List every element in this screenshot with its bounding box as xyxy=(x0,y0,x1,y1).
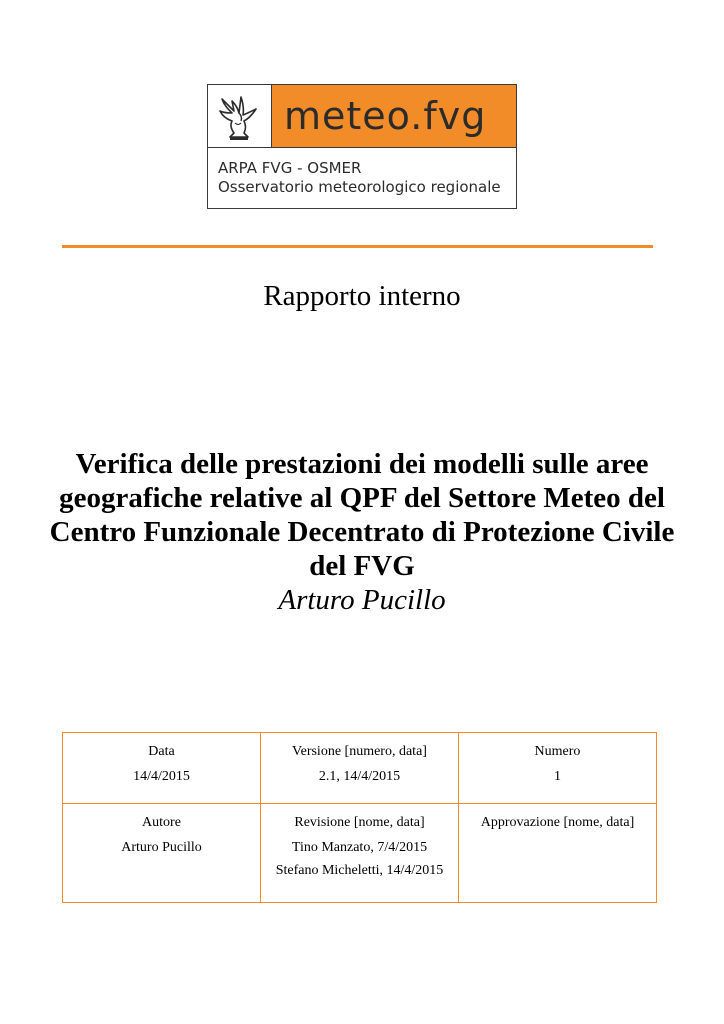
approval-label: Approvazione [nome, data] xyxy=(480,815,635,830)
eagle-icon xyxy=(208,85,272,148)
logo-subtitle-line: Osservatorio meteorologico regionale xyxy=(218,178,501,196)
logo-org-line: ARPA FVG - OSMER xyxy=(218,159,362,177)
version-label: Versione [numero, data] xyxy=(292,744,427,759)
version-value: 2.1, 14/4/2015 xyxy=(318,769,401,784)
revision-value-2: Stefano Micheletti, 14/4/2015 xyxy=(275,863,444,878)
number-value: 1 xyxy=(554,769,561,784)
metadata-table xyxy=(62,732,657,903)
document-author: Arturo Pucillo xyxy=(278,584,446,616)
date-value: 14/4/2015 xyxy=(133,769,190,784)
logo xyxy=(207,84,517,209)
report-kind: Rapporto interno xyxy=(263,280,461,312)
author-value: Arturo Pucillo xyxy=(121,840,202,855)
logo-brand-text: meteo.fvg xyxy=(284,94,487,138)
date-label: Data xyxy=(148,744,175,759)
number-cell xyxy=(459,733,657,804)
number-label: Numero xyxy=(534,744,581,759)
orange-divider xyxy=(62,245,653,248)
table-row xyxy=(63,804,657,903)
author-cell xyxy=(63,804,261,903)
approval-cell xyxy=(459,804,657,903)
table-row xyxy=(63,733,657,804)
logo-band xyxy=(272,85,516,148)
author-label: Autore xyxy=(142,815,181,830)
date-cell xyxy=(63,733,261,804)
revision-value-1: Tino Manzato, 7/4/2015 xyxy=(291,840,428,855)
revision-label: Revisione [nome, data] xyxy=(294,815,425,830)
version-cell xyxy=(261,733,459,804)
revision-cell xyxy=(261,804,459,903)
document-title: Verifica delle prestazioni dei modelli sulle aree geografiche relative al QPF del Settore Meteo del Centro Funzionale Decentrato di Protezione Civile del FVG xyxy=(49,448,675,582)
